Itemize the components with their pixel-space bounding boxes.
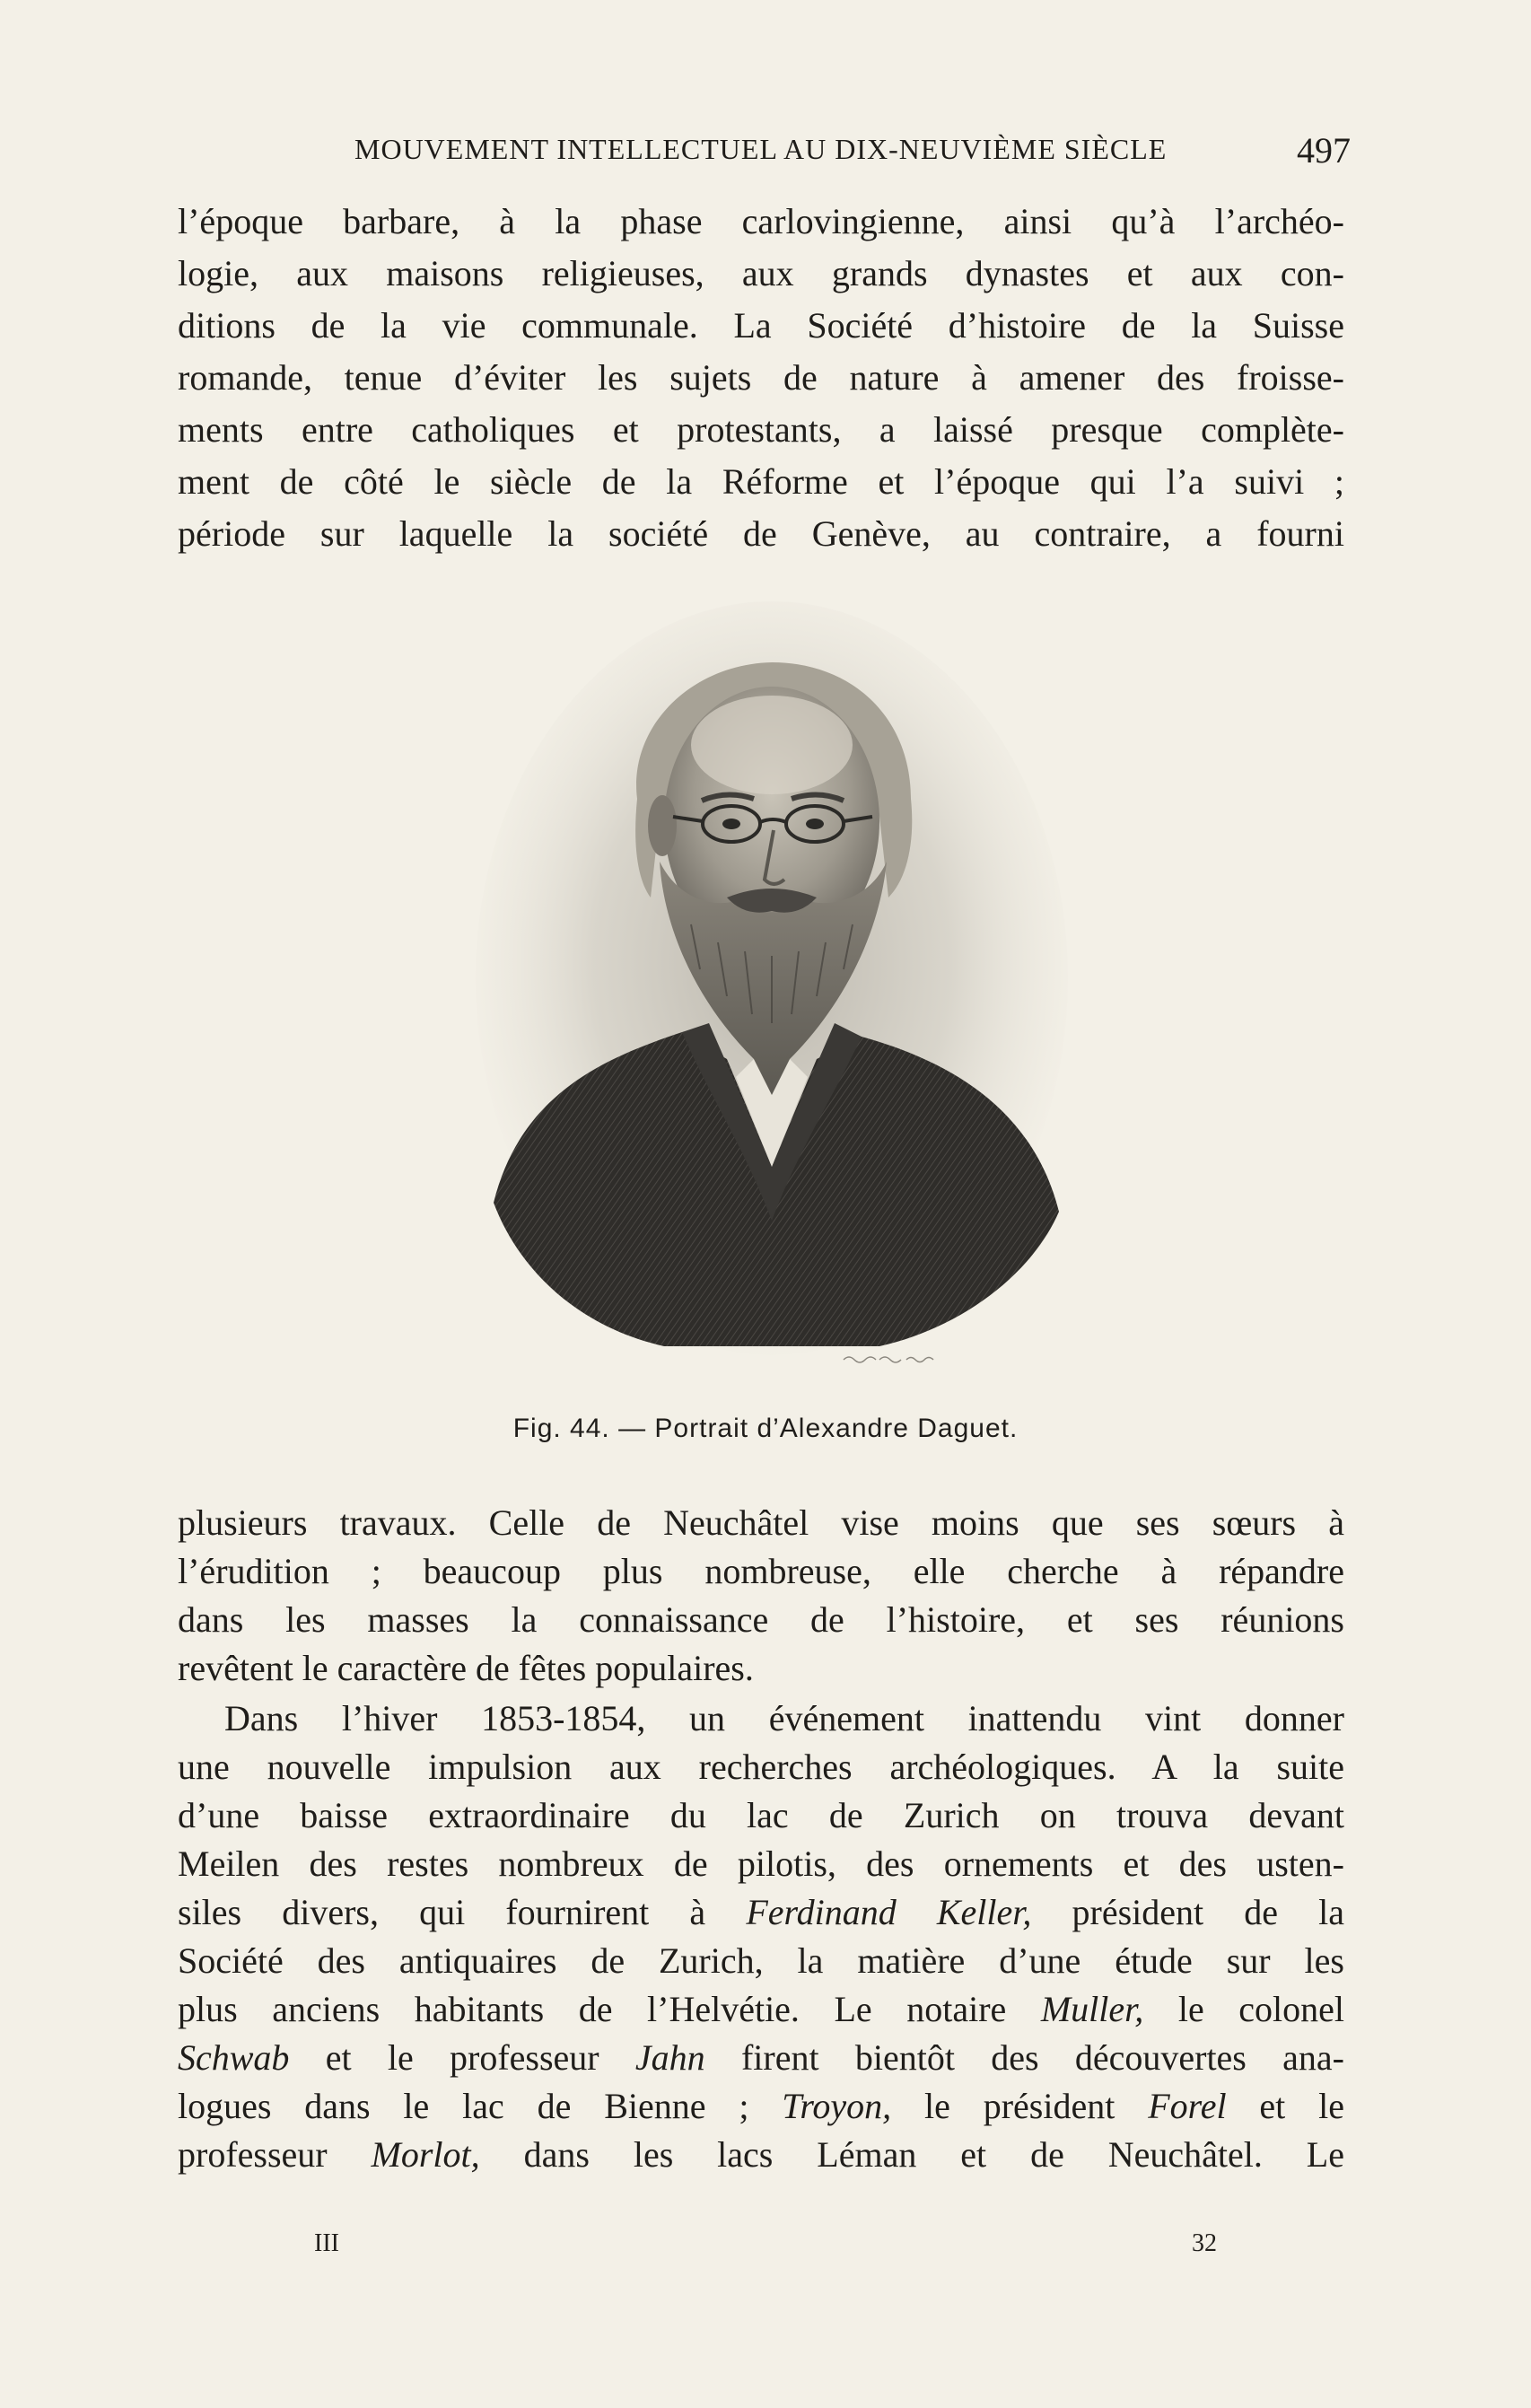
portrait-figure bbox=[458, 592, 1086, 1382]
text-line bbox=[178, 1888, 1344, 1937]
text-run: firent bientôt des découvertes ana- bbox=[704, 2037, 1344, 2078]
text-line: une nouvelle impulsion aux recherches archéologiques. A la suite bbox=[178, 1747, 1344, 1787]
running-head bbox=[354, 130, 1351, 178]
text-run: logues dans le lac de Bienne ; bbox=[178, 2086, 783, 2126]
text-line: Dans l’hiver 1853-1854, un événement inattendu vint donner bbox=[224, 1698, 1344, 1738]
text-run: et le professeur bbox=[289, 2037, 635, 2078]
text-line: plusieurs travaux. Celle de Neuchâtel vise moins que ses sœurs à bbox=[178, 1502, 1344, 1543]
text-line: l’érudition ; beaucoup plus nombreuse, elle cherche à répandre bbox=[178, 1551, 1344, 1591]
text-run: plus anciens habitants de l’Helvétie. Le notaire bbox=[178, 1989, 1041, 2029]
portrait-engraving bbox=[458, 592, 1086, 1382]
person-name: Muller, bbox=[1040, 1989, 1144, 2029]
text-line: ditions de la vie communale. La Société d’histoire de la Suisse bbox=[178, 305, 1344, 346]
page-number: 497 bbox=[1297, 130, 1351, 171]
text-line: romande, tenue d’éviter les sujets de nature à amener des froisse- bbox=[178, 357, 1344, 398]
text-line bbox=[178, 1985, 1344, 2034]
person-name: Troyon, bbox=[782, 2086, 892, 2126]
person-name: Schwab bbox=[178, 2037, 290, 2078]
running-title: MOUVEMENT INTELLECTUEL AU DIX-NEUVIÈME SIÈCLE bbox=[354, 133, 1168, 165]
text-run: siles divers, qui fournirent à bbox=[178, 1892, 747, 1932]
text-line: Meilen des restes nombreux de pilotis, des ornements et des usten- bbox=[178, 1843, 1344, 1884]
text-line: l’époque barbare, à la phase carlovingienne, ainsi qu’à l’archéo- bbox=[178, 201, 1344, 241]
person-name: Ferdinand Keller, bbox=[746, 1892, 1032, 1932]
text-line: période sur laquelle la société de Genève, au contraire, a fourni bbox=[178, 513, 1344, 554]
text-run: et le bbox=[1226, 2086, 1344, 2126]
page-footer bbox=[314, 2229, 1217, 2265]
text-run: président de la bbox=[1031, 1892, 1344, 1932]
text-run: dans les lacs Léman et de Neuchâtel. Le bbox=[479, 2134, 1344, 2175]
text-run: le colonel bbox=[1143, 1989, 1344, 2029]
text-run: professeur bbox=[178, 2134, 372, 2175]
text-line: dans les masses la connaissance de l’histoire, et ses réunions bbox=[178, 1599, 1344, 1640]
signature-mark: 32 bbox=[1192, 2229, 1217, 2257]
paragraph-continued bbox=[178, 196, 1344, 560]
person-name: Forel bbox=[1148, 2086, 1227, 2126]
text-line: revêtent le caractère de fêtes populaires. bbox=[178, 1648, 754, 1688]
person-name: Jahn bbox=[634, 2037, 705, 2078]
text-line bbox=[178, 2082, 1344, 2131]
text-line: ment de côté le siècle de la Réforme et l’époque qui l’a suivi ; bbox=[178, 461, 1344, 502]
text-line: ments entre catholiques et protestants, a laissé presque complète- bbox=[178, 409, 1344, 450]
text-run: le président bbox=[891, 2086, 1149, 2126]
text-line: logie, aux maisons religieuses, aux grands dynastes et aux con- bbox=[178, 253, 1344, 293]
paragraph bbox=[178, 1694, 1344, 2179]
person-name: Morlot, bbox=[371, 2134, 480, 2175]
figure-caption: Fig. 44. — Portrait d’Alexandre Daguet. bbox=[512, 1414, 1019, 1443]
paragraph bbox=[178, 1499, 1344, 1693]
text-line: d’une baisse extraordinaire du lac de Zurich on trouva devant bbox=[178, 1795, 1344, 1835]
text-line bbox=[178, 2131, 1344, 2179]
text-line: Société des antiquaires de Zurich, la matière d’une étude sur les bbox=[178, 1940, 1344, 1981]
text-line bbox=[178, 2034, 1344, 2082]
volume-mark: III bbox=[314, 2229, 339, 2257]
